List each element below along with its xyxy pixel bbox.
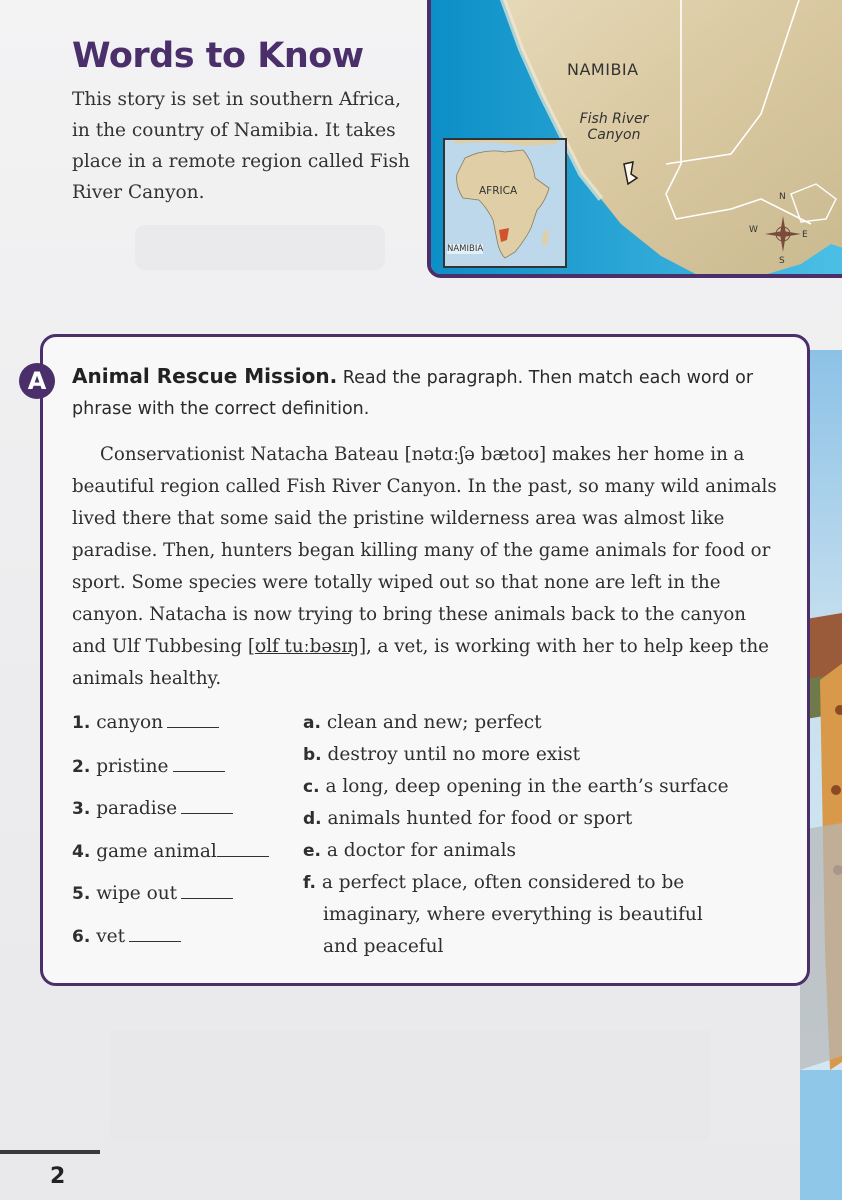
activity-title: Animal Rescue Mission. bbox=[72, 364, 338, 388]
definition-item: f. a perfect place, often considered to be imaginary, where everything is beautiful and peaceful bbox=[303, 872, 703, 957]
section-title: Words to Know bbox=[72, 36, 364, 76]
activity-heading bbox=[72, 361, 772, 425]
definition-item: a. clean and new; perfect bbox=[303, 712, 542, 733]
answer-blank[interactable] bbox=[167, 707, 219, 728]
word-item: 5. wipe out bbox=[72, 878, 233, 908]
ghost-shape bbox=[110, 1030, 710, 1140]
word-item: 3. paradise bbox=[72, 793, 233, 823]
ghost-shape bbox=[135, 225, 385, 270]
map bbox=[427, 0, 842, 278]
word-item: 2. pristine bbox=[72, 751, 225, 781]
answer-blank[interactable] bbox=[217, 836, 269, 857]
activity-instruction: Read the paragraph. Then match each word or phrase with the correct definition. bbox=[72, 368, 754, 419]
word-item: 1. canyon bbox=[72, 707, 219, 737]
word-item: 4. game animal bbox=[72, 836, 269, 866]
map-label-namibia: NAMIBIA bbox=[567, 60, 639, 79]
definition-item: b. destroy until no more exist bbox=[303, 744, 581, 765]
activity-badge: A bbox=[19, 363, 55, 399]
word-item: 6. vet bbox=[72, 921, 181, 951]
compass-west: W bbox=[749, 225, 758, 235]
answer-blank[interactable] bbox=[173, 751, 225, 772]
page-number: 2 bbox=[50, 1164, 66, 1189]
inset-label-namibia: NAMIBIA bbox=[447, 244, 484, 254]
answer-blank[interactable] bbox=[181, 878, 233, 899]
definition-item: d. animals hunted for food or sport bbox=[303, 808, 633, 829]
reading-paragraph: Conservationist Natacha Bateau [nətɑːʃə bætoʊ] makes her home in a beautiful region called Fish River Canyon. In the past, so many wild animals lived there that some said the pristine wilderness area was almost like paradise. Then, hunters began killing many of the game animals for food or sport. Some species were totally wiped out so that none are left in the canyon. Natacha is now trying to bring these animals back to the canyon and Ulf Tubbesing [ʊlf tuːbəsɪŋ], a vet, is working with her to help keep the animals healthy. bbox=[72, 444, 777, 689]
answer-blank[interactable] bbox=[181, 793, 233, 814]
map-label-fish-river-canyon: Fish River Canyon bbox=[579, 111, 649, 143]
inset-label-africa: AFRICA bbox=[479, 185, 518, 197]
compass-east: E bbox=[802, 230, 808, 240]
pronunciation-underlined: ʊlf tuːbəsɪŋ bbox=[254, 636, 359, 657]
definition-item: c. a long, deep opening in the earth’s surface bbox=[303, 776, 729, 797]
definition-item: e. a doctor for animals bbox=[303, 840, 516, 861]
footer-rule bbox=[0, 1150, 100, 1154]
intro-text: This story is set in southern Africa, in the country of Namibia. It takes place in a remote region called Fish River Canyon. bbox=[72, 89, 410, 203]
africa-inset-map bbox=[443, 138, 567, 268]
answer-blank[interactable] bbox=[129, 921, 181, 942]
compass-north: N bbox=[779, 192, 786, 202]
compass-south: S bbox=[779, 256, 785, 266]
